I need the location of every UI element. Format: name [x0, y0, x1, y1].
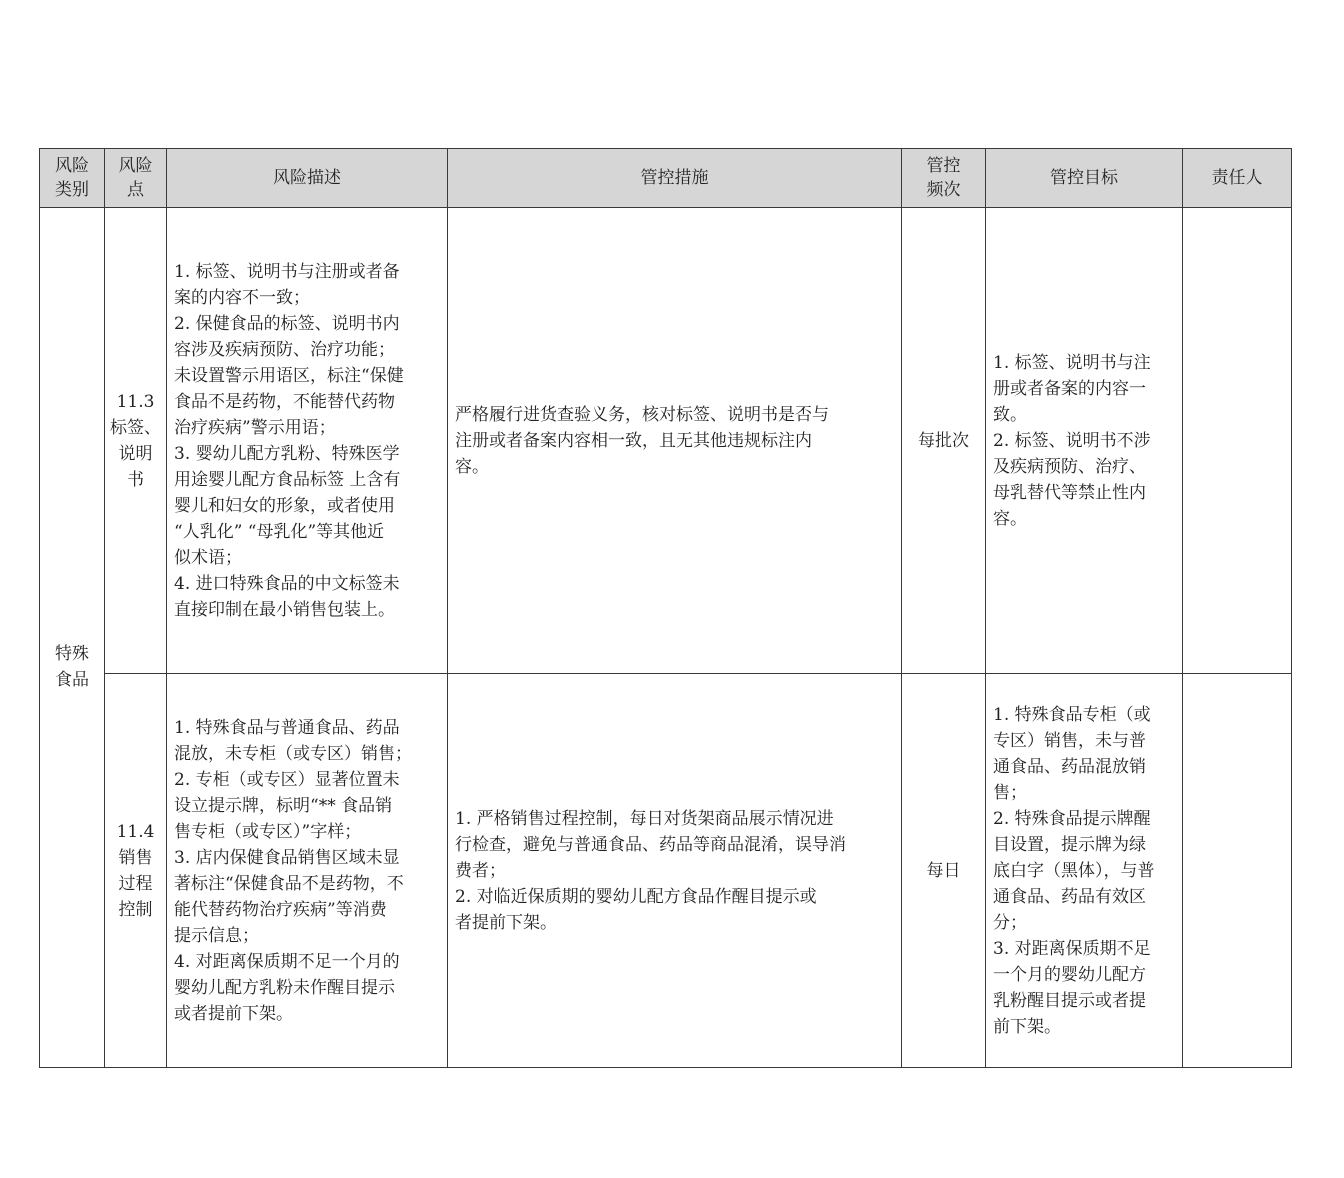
control-measures-cell: 1. 严格销售过程控制，每日对货架商品展示情况进 行检查，避免与普通食品、药品等商品混淆，误导消 费者； 2. 对临近保质期的婴幼儿配方食品作醒目提示或 者提前下架。 [448, 674, 902, 1068]
control-target-cell: 1. 特殊食品专柜（或 专区）销售，未与普 通食品、药品混放销 售； 2. 特殊食品提示牌醒 目设置，提示牌为绿 底白字（黑体），与普 通食品、药品有效区 分； 3. 对距离保质期不足 一个月的婴幼儿配方 乳粉醒目提示或者提 前下架。 [986, 674, 1183, 1068]
control-target-cell: 1. 标签、说明书与注 册或者备案的内容一 致。 2. 标签、说明书不涉 及疾病预防、治疗、 母乳替代等禁止性内 容。 [986, 208, 1183, 674]
risk-control-table [39, 148, 1292, 1068]
control-measures-cell: 严格履行进货查验义务，核对标签、说明书是否与 注册或者备案内容相一致，且无其他违规标注内 容。 [448, 208, 902, 674]
header-row [40, 149, 1292, 208]
risk-description-cell: 1. 标签、说明书与注册或者备 案的内容不一致； 2. 保健食品的标签、说明书内 容涉及疾病预防、治疗功能； 未设置警示用语区，标注“保健 食品不是药物，不能替代药物 治疗疾病”警示用语； 3. 婴幼儿配方乳粉、特殊医学 用途婴儿配方食品标签 上含有 婴儿和妇女的形象，或者使用 “人乳化” “母乳化”等其他近 似术语； 4. 进口特殊食品的中文标签未 直接印制在最小销售包装上。 [167, 208, 448, 674]
header-category: 风险 类别 [40, 149, 105, 208]
header-point: 风险 点 [105, 149, 167, 208]
risk-description-cell: 1. 特殊食品与普通食品、药品 混放，未专柜（或专区）销售； 2. 专柜（或专区）显著位置未 设立提示牌，标明“** 食品销 售专柜（或专区）”字样； 3. 店内保健食品销售区域未显 著标注“保健食品不是药物，不 能代替药物治疗疾病”等消费 提示信息； 4. 对距离保质期不足一个月的 婴幼儿配方乳粉未作醒目提示 或者提前下架。 [167, 674, 448, 1068]
category-cell: 特殊 食品 [40, 208, 105, 1068]
control-frequency-cell: 每日 [902, 674, 986, 1068]
header-target: 管控目标 [986, 149, 1183, 208]
owner-cell [1183, 208, 1292, 674]
header-frequency: 管控 频次 [902, 149, 986, 208]
risk-point-cell: 11.3 标签、 说明 书 [105, 208, 167, 674]
risk-point-cell: 11.4 销售 过程 控制 [105, 674, 167, 1068]
header-description: 风险描述 [167, 149, 448, 208]
table-row [40, 208, 1292, 674]
control-frequency-cell: 每批次 [902, 208, 986, 674]
header-measures: 管控措施 [448, 149, 902, 208]
header-owner: 责任人 [1183, 149, 1292, 208]
owner-cell [1183, 674, 1292, 1068]
table-row [40, 674, 1292, 1068]
